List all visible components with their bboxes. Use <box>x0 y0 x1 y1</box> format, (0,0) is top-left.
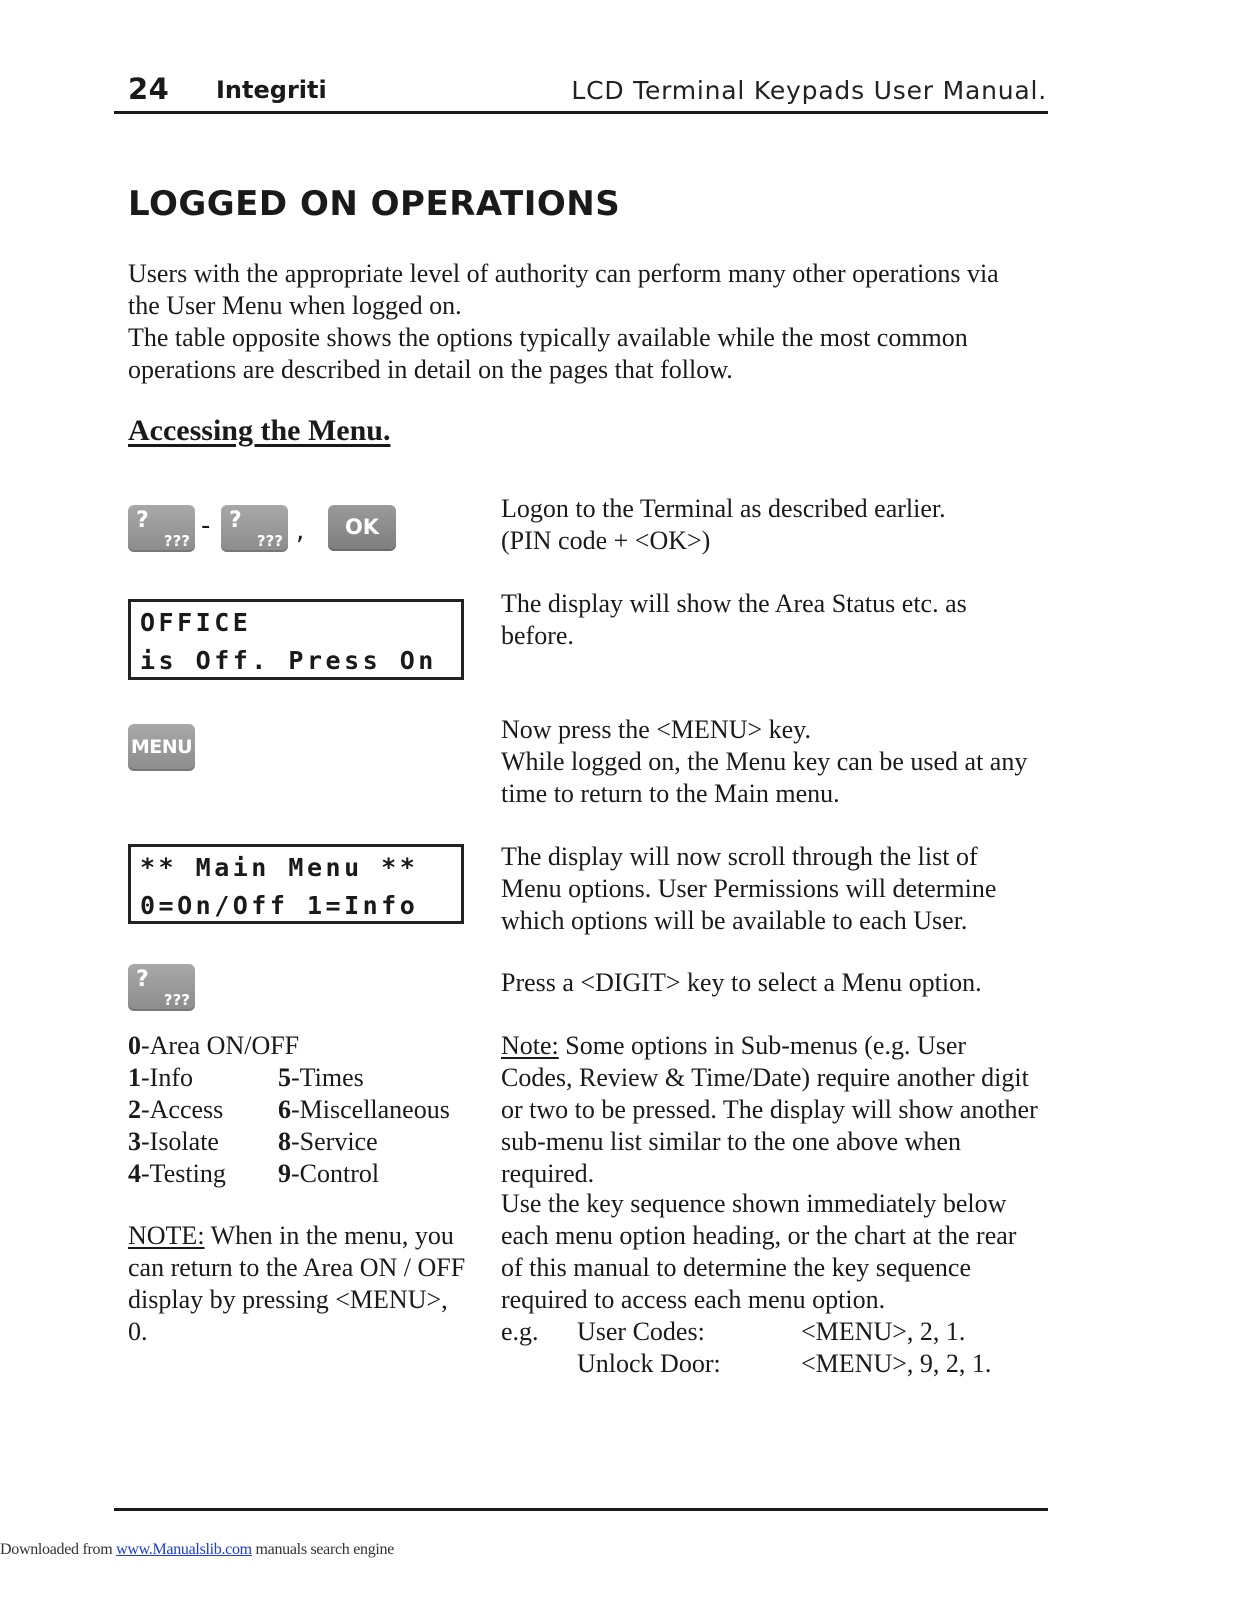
note-text: When in the menu, you can return to the Area ON / OFF display by pressing <MENU>, 0. <box>128 1221 466 1346</box>
menu-option-label: -Service <box>291 1127 378 1156</box>
lcd-line-1: OFFICE <box>140 608 252 637</box>
digit-key-caption: ??? <box>163 532 190 550</box>
step-menu-line-2: While logged on, the Menu key can be used at any time to return to the Main menu. <box>501 747 1028 808</box>
digit-key-caption: ??? <box>163 991 190 1009</box>
digit-key-symbol: ? <box>229 508 242 533</box>
note-label: Note: <box>501 1031 559 1060</box>
example-row <box>501 1348 1041 1380</box>
step-menu <box>501 714 1041 810</box>
key-sequence-text: Use the key sequence shown immediately below each menu option heading, or the chart at the rear of this manual to determine the key sequence required to access each menu option. <box>501 1189 1017 1314</box>
menu-options-list <box>128 1030 450 1190</box>
step-display-status-text: The display will show the Area Status etc. as before. <box>501 589 967 650</box>
menu-option-number: 6 <box>278 1095 291 1124</box>
menu-option-row <box>128 1158 428 1190</box>
menu-option-number: 8 <box>278 1127 291 1156</box>
example-keys: <MENU>, 2, 1. <box>801 1317 966 1346</box>
example-row <box>501 1316 1041 1348</box>
step-logon <box>501 493 1041 557</box>
menu-option <box>128 1094 278 1126</box>
example-label: e.g. <box>501 1317 539 1346</box>
menu-option-label: -Times <box>291 1063 364 1092</box>
menu-option-number: 9 <box>278 1159 291 1188</box>
menu-option-label: -Control <box>291 1159 380 1188</box>
header-rule <box>114 111 1048 114</box>
menu-option-label: -Info <box>141 1063 193 1092</box>
footer-prefix: Downloaded from <box>0 1541 117 1558</box>
menu-option <box>128 1158 278 1190</box>
document-title: LCD Terminal Keypads User Manual. <box>571 76 1047 105</box>
section-title: LOGGED ON OPERATIONS <box>128 184 621 224</box>
menu-option <box>278 1094 450 1126</box>
digit-key-caption: ??? <box>256 532 283 550</box>
step-display-status <box>501 588 1041 652</box>
example-keys: <MENU>, 9, 2, 1. <box>801 1349 992 1378</box>
menu-option <box>278 1062 428 1094</box>
example-name: Unlock Door: <box>577 1349 721 1378</box>
menu-option-label: -Area ON/OFF <box>141 1031 300 1060</box>
digit-key-icon <box>128 505 195 552</box>
note-text: Some options in Sub-menus (e.g. User Codes, Review & Time/Date) require another digit or two to be pressed. The display will show another sub-menu list similar to the one above when required. <box>501 1031 1038 1188</box>
menu-option-row <box>128 1030 428 1062</box>
note-label: NOTE: <box>128 1221 205 1250</box>
menu-option-row <box>128 1126 428 1158</box>
step-digit <box>501 967 1041 999</box>
lcd-line-2: 0=On/Off 1=Info <box>140 891 419 920</box>
brand-name: Integriti <box>216 76 327 104</box>
download-footer <box>0 1541 394 1559</box>
intro-paragraph-1: Users with the appropriate level of authority can perform many other operations via the User Menu when logged on. <box>128 259 999 320</box>
menu-option-label: -Isolate <box>141 1127 219 1156</box>
menu-option <box>128 1062 278 1094</box>
digit-key-symbol: ? <box>136 508 149 533</box>
footer-rule <box>114 1508 1048 1511</box>
digit-key-icon <box>128 964 195 1011</box>
digit-key-symbol: ? <box>136 967 149 992</box>
menu-option-label: -Miscellaneous <box>291 1095 450 1124</box>
intro-text <box>128 258 1028 386</box>
step-logon-line-2: (PIN code + <OK>) <box>501 526 711 555</box>
menu-option <box>128 1126 278 1158</box>
lcd-display-area-status <box>128 599 464 680</box>
key-separator-comma: , <box>296 516 305 546</box>
intro-paragraph-2: The table opposite shows the options typically available while the most common operations are described in detail on the pages that follow. <box>128 323 968 384</box>
step-scroll <box>501 841 1041 937</box>
step-menu-line-1: Now press the <MENU> key. <box>501 715 811 744</box>
menu-option-label: -Testing <box>141 1159 226 1188</box>
digit-key-icon <box>221 505 288 552</box>
menu-option <box>128 1030 299 1062</box>
lcd-display-main-menu <box>128 844 464 924</box>
menu-option-number: 2 <box>128 1095 141 1124</box>
ok-key-label: OK <box>344 515 380 539</box>
page-number: 24 <box>128 72 170 106</box>
menu-option-label: -Access <box>141 1095 224 1124</box>
manualslib-link[interactable]: www.Manualslib.com <box>116 1541 252 1558</box>
footer-suffix: manuals search engine <box>251 1541 395 1558</box>
lcd-line-1: ** Main Menu ** <box>140 853 419 882</box>
menu-option-number: 4 <box>128 1159 141 1188</box>
menu-option-number: 5 <box>278 1063 291 1092</box>
menu-key-icon <box>128 724 195 771</box>
menu-option-row <box>128 1094 450 1126</box>
step-key-sequence <box>501 1188 1041 1380</box>
menu-key-label: MENU <box>130 736 193 758</box>
step-digit-text: Press a <DIGIT> key to select a Menu option. <box>501 968 982 997</box>
step-note <box>501 1030 1041 1190</box>
key-separator-dash: - <box>201 511 211 541</box>
menu-option-row <box>128 1062 428 1094</box>
ok-key-icon <box>328 505 396 551</box>
menu-return-note <box>128 1220 473 1348</box>
menu-option-number: 0 <box>128 1031 141 1060</box>
subsection-title: Accessing the Menu. <box>128 414 391 447</box>
menu-option-number: 3 <box>128 1127 141 1156</box>
step-logon-line-1: Logon to the Terminal as described earlier. <box>501 494 946 523</box>
step-scroll-text: The display will now scroll through the list of Menu options. User Permissions will determine which options will be available to each User. <box>501 842 997 935</box>
lcd-line-2: is Off. Press On <box>140 646 437 675</box>
menu-option <box>278 1126 428 1158</box>
menu-option <box>278 1158 428 1190</box>
example-name: User Codes: <box>577 1317 705 1346</box>
menu-option-number: 1 <box>128 1063 141 1092</box>
